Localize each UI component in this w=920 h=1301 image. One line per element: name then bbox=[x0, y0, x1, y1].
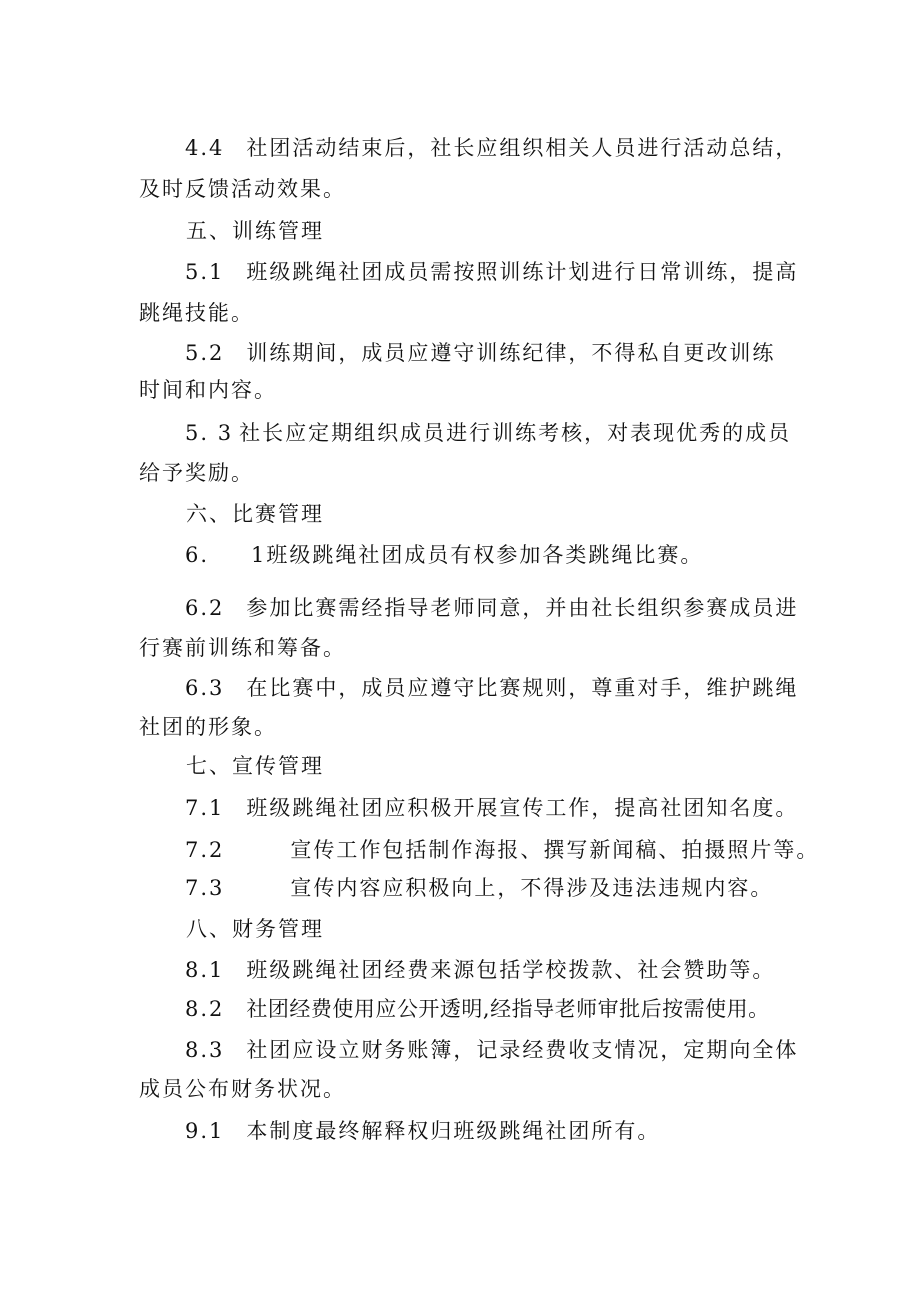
paragraph-6-2 bbox=[185, 594, 798, 622]
section-heading-training: 五、训练管理 bbox=[186, 219, 324, 243]
clause-number: 8.2 bbox=[185, 997, 225, 1021]
clause-number: 8.1 bbox=[185, 958, 225, 982]
paragraph-8-3-continuation: 成员公布财务状况。 bbox=[139, 1077, 346, 1101]
clause-text: 社长应定期组织成员进行训练考核，对表现优秀的成员 bbox=[239, 421, 792, 445]
section-heading-publicity: 七、宣传管理 bbox=[186, 754, 324, 778]
paragraph-7-1 bbox=[185, 794, 798, 822]
paragraph-6-1 bbox=[185, 541, 703, 569]
clause-number: 4.4 bbox=[185, 136, 225, 160]
clause-text: 班级跳绳社团应积极开展宣传工作，提高社团知名度。 bbox=[246, 796, 799, 820]
clause-text: 社团活动结束后，社长应组织相关人员进行活动总结， bbox=[246, 136, 799, 160]
paragraph-6-2-continuation: 行赛前训练和筹备。 bbox=[139, 636, 346, 660]
clause-number: 5. 3 bbox=[185, 421, 234, 445]
paragraph-9-1 bbox=[185, 1117, 660, 1145]
paragraph-8-2 bbox=[185, 995, 770, 1023]
clause-text: 本制度最终解释权归班级跳绳社团所有。 bbox=[246, 1119, 661, 1143]
clause-text: 在比赛中，成员应遵守比赛规则，尊重对手，维护跳绳 bbox=[246, 676, 799, 700]
paragraph-5-2-continuation: 时间和内容。 bbox=[139, 378, 277, 402]
clause-number: 9.1 bbox=[185, 1119, 225, 1143]
paragraph-8-1 bbox=[185, 956, 775, 984]
paragraph-7-3 bbox=[185, 874, 773, 902]
clause-number: 7.3 bbox=[185, 876, 225, 900]
clause-text: 宣传工作包括制作海报、撰写新闻稿、拍摄照片等。 bbox=[290, 838, 820, 862]
clause-text: 班级跳绳社团经费来源包括学校拨款、社会赞助等。 bbox=[246, 958, 776, 982]
section-heading-finance: 八、财务管理 bbox=[186, 917, 324, 941]
paragraph-8-3 bbox=[185, 1036, 798, 1064]
clause-number: 7.1 bbox=[185, 796, 225, 820]
clause-text: 班级跳绳社团成员需按照训练计划进行日常训练，提高 bbox=[246, 260, 799, 284]
clause-number: 7.2 bbox=[185, 838, 225, 862]
clause-text: 宣传内容应积极向上，不得涉及违法违规内容。 bbox=[290, 876, 774, 900]
paragraph-4-4 bbox=[185, 134, 798, 162]
clause-text: 社团应设立财务账簿，记录经费收支情况，定期向全体 bbox=[246, 1038, 799, 1062]
clause-number: 5.2 bbox=[185, 341, 225, 365]
clause-text: 训练期间，成员应遵守训练纪律，不得私自更改训练 bbox=[246, 341, 776, 365]
section-heading-competition: 六、比赛管理 bbox=[186, 502, 324, 526]
paragraph-6-3-continuation: 社团的形象。 bbox=[139, 715, 277, 739]
paragraph-5-1 bbox=[185, 258, 798, 286]
paragraph-7-2 bbox=[185, 836, 819, 864]
clause-text: 1班级跳绳社团成员有权参加各类跳绳比赛。 bbox=[251, 543, 704, 567]
clause-text: 参加比赛需经指导老师同意，并由社长组织参赛成员进 bbox=[246, 596, 799, 620]
paragraph-4-4-continuation: 及时反馈活动效果。 bbox=[139, 177, 346, 201]
paragraph-5-3-continuation: 给予奖励。 bbox=[139, 461, 254, 485]
clause-text: 社团经费使用应公开透明,经指导老师审批后按需使用。 bbox=[246, 997, 770, 1021]
clause-number: 6. bbox=[185, 543, 210, 567]
paragraph-5-3 bbox=[185, 419, 791, 447]
clause-number: 6.2 bbox=[185, 596, 225, 620]
clause-number: 8.3 bbox=[185, 1038, 225, 1062]
clause-number: 5.1 bbox=[185, 260, 225, 284]
clause-number: 6.3 bbox=[185, 676, 225, 700]
paragraph-6-3 bbox=[185, 674, 798, 702]
paragraph-5-2 bbox=[185, 339, 775, 367]
paragraph-5-1-continuation: 跳绳技能。 bbox=[139, 301, 254, 325]
